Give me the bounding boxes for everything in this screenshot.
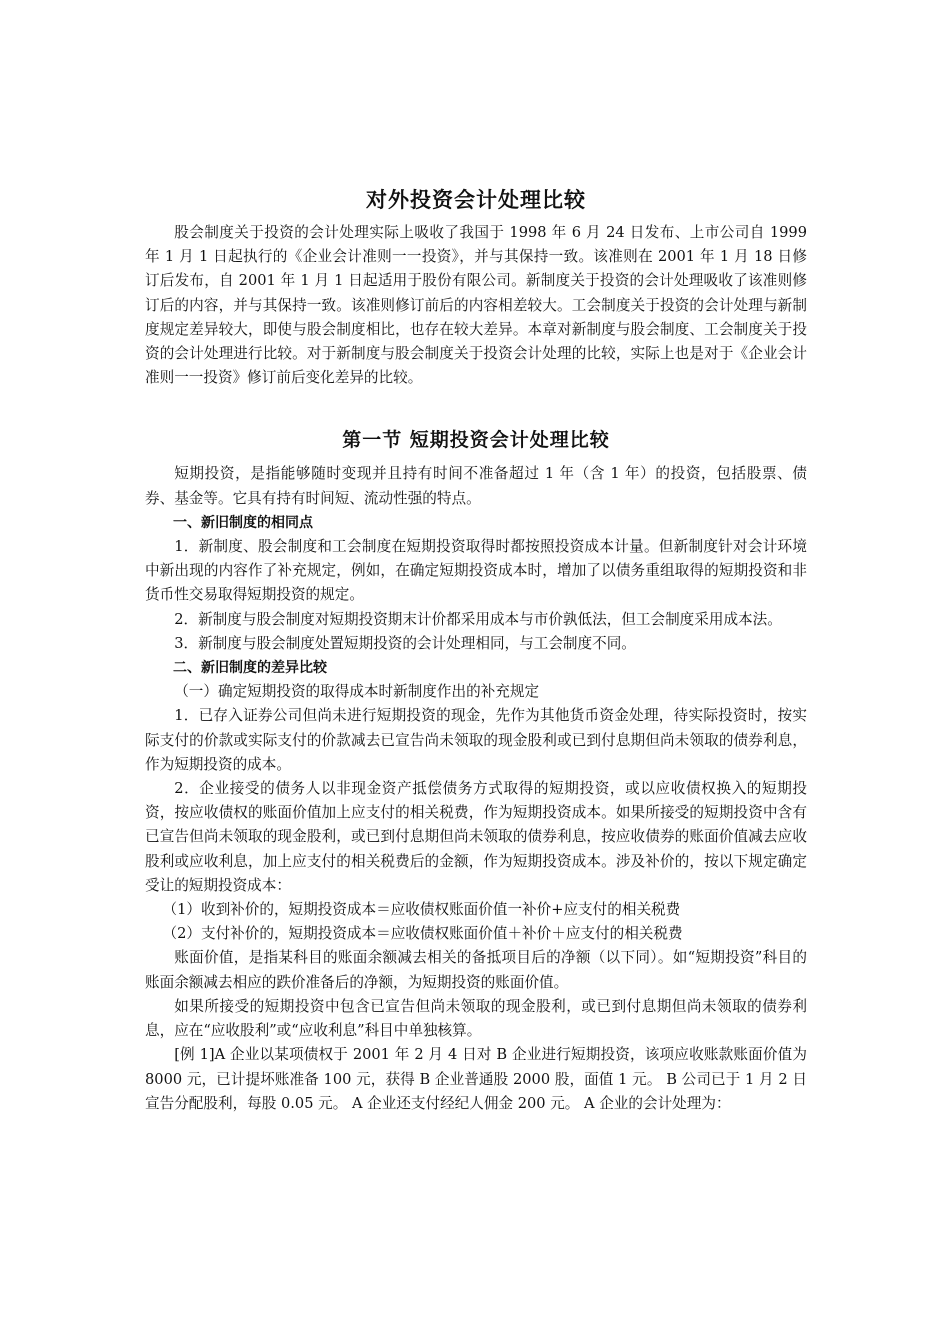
- subheading-acquisition-cost: （一）确定短期投资的取得成本时新制度作出的补充规定: [174, 683, 540, 701]
- formula-paid-premium: （2）支付补价的，短期投资成本＝应收债权账面价值＋补价＋应支付的相关税费: [162, 925, 683, 943]
- difference-paragraph-2: 2．企业接受的债务人以非现金资产抵偿债务方式取得的短期投资，或以应收债权换入的短期投资，按应收债权的账面价值加上应支付的相关税费，作为短期投资成本。如果所接受的短期投资中含有已宣告但尚未领取的现金股利，或已到付息期但尚未领取的债券利息，按应收债券的账面价值减去应收股利或应收利息，加上应支付的相关税费后的金额，作为短期投资成本。涉及补价的，按以下规定确定受让的短期投资成本：: [145, 780, 807, 894]
- difference-paragraph-1: 1．已存入证券公司但尚未进行短期投资的现金，先作为其他货币资金处理，待实际投资时，按实际支付的价款或实际支付的价款减去已宣告尚未领取的现金股利或已到付息期但尚未领取的债券利息，作为短期投资的成本。: [145, 707, 807, 773]
- heading-differences: 二、新旧制度的差异比较: [173, 660, 327, 677]
- book-value-paragraph: 账面价值，是指某科目的账面余额减去相关的备抵项目后的净额（以下同）。如“短期投资”科目的账面余额减去相应的跌价准备后的净额，为短期投资的账面价值。: [145, 949, 807, 991]
- example-paragraph: [例 1]A 企业以某项债权于 2001 年 2 月 4 日对 B 企业进行短期投资，该项应收账款账面价值为 8000 元，已计提坏账准备 100 元，获得 B 企业普通股 2000 股，面值 1 元。 B 公司已于 1 月 2 日宣告分配股利，每股 0.05 元。 A 企业还支付经纪人佣金 200 元。 A 企业的会计处理为：: [145, 1046, 807, 1112]
- document-page: [145, 183, 807, 1116]
- section-title: 第一节 短期投资会计处理比较: [342, 429, 610, 452]
- separate-accounting-paragraph: 如果所接受的短期投资中包含已宣告但尚未领取的现金股利，或已到付息期但尚未领取的债券利息，应在“应收股利”或“应收利息”科目中单独核算。: [145, 997, 807, 1040]
- intro-paragraph: 股会制度关于投资的会计处理实际上吸收了我国于 1998 年 6 月 24 日发布、上市公司自 1999 年 1 月 1 日起执行的《企业会计准则一一投资》，并与其保持一致。该准则在 2001 年 1 月 18 日修订后发布，自 2001 年 1 月 1 日起适用于股份有限公司。新制度关于投资的会计处理吸收了该准则修订后的内容，并与其保持一致。该准则修订前后的内容相差较大。工会制度关于投资的会计处理与新制度规定差异较大，即使与股会制度相比，也存在较大差异。本章对新制度与股会制度、工会制度关于投资的会计处理进行比较。对于新制度与股会制度关于投资会计处理的比较，实际上也是对于《企业会计准则一一投资》修订前后变化差异的比较。: [145, 224, 807, 387]
- formula-received-premium: （1）收到补价的，短期投资成本＝应收债权账面价值一补价+应支付的相关税费: [162, 901, 681, 919]
- same-point-2: 2．新制度与股会制度对短期投资期末计价都采用成本与市价孰低法，但工会制度采用成本法。: [174, 610, 782, 628]
- document-title: 对外投资会计处理比较: [366, 188, 586, 212]
- definition-paragraph: 短期投资，是指能够随时变现并且持有时间不准备超过 1 年（含 1 年）的投资，包括股票、债券、基金等。它具有持有时间短、流动性强的特点。: [145, 465, 807, 507]
- heading-same-points: 一、新旧制度的相同点: [173, 514, 313, 531]
- same-point-1: 1．新制度、股会制度和工会制度在短期投资取得时都按照投资成本计量。但新制度针对会计环境中新出现的内容作了补充规定，例如，在确定短期投资成本时，增加了以债务重组取得的短期投资和非货币性交易取得短期投资的规定。: [145, 538, 807, 604]
- same-point-3: 3．新制度与股会制度处置短期投资的会计处理相同，与工会制度不同。: [174, 634, 636, 652]
